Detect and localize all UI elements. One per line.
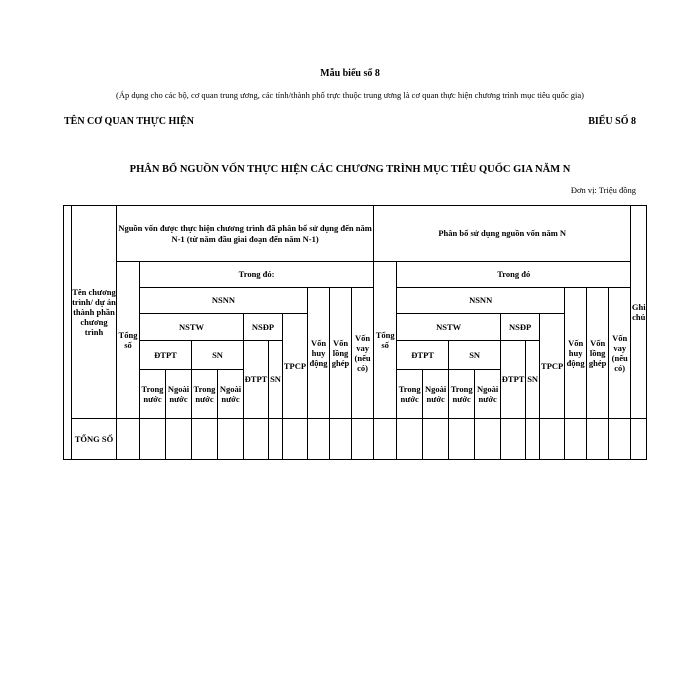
nsdp-sn-header: SN	[269, 341, 283, 419]
dtpt-header: ĐTPT	[397, 341, 449, 370]
nsdp-header: NSĐP	[244, 314, 283, 341]
data-cell[interactable]	[397, 419, 423, 460]
data-cell[interactable]	[192, 419, 218, 460]
sn-domestic-header: Trong nước	[192, 370, 218, 419]
data-cell[interactable]	[565, 419, 587, 460]
data-cell[interactable]	[117, 419, 140, 460]
of-which-header: Trong đó	[397, 262, 631, 288]
dtpt-domestic-header: Trong nước	[397, 370, 423, 419]
data-cell[interactable]	[269, 419, 283, 460]
sn-foreign-header: Ngoài nước	[218, 370, 244, 419]
data-cell[interactable]	[501, 419, 526, 460]
nsnn-header: NSNN	[397, 288, 565, 314]
allocation-table	[63, 205, 647, 460]
data-cell[interactable]	[475, 419, 501, 460]
report-title: PHÂN BỔ NGUỒN VỐN THỰC HIỆN CÁC CHƯƠNG TRÌNH MỤC TIÊU QUỐC GIA NĂM N	[129, 164, 571, 175]
sn-header: SN	[192, 341, 244, 370]
data-cell[interactable]	[330, 419, 352, 460]
of-which-header: Trong đó:	[140, 262, 374, 288]
nstw-header: NSTW	[397, 314, 501, 341]
data-cell[interactable]	[423, 419, 449, 460]
notes-cell[interactable]	[631, 419, 647, 460]
loan-capital-header: Vốn vay (nếu có)	[609, 288, 631, 419]
sn-foreign-header: Ngoài nước	[475, 370, 501, 419]
dtpt-header: ĐTPT	[140, 341, 192, 370]
notes-header: Ghi chú	[631, 206, 647, 419]
data-cell[interactable]	[374, 419, 397, 460]
data-cell[interactable]	[352, 419, 374, 460]
spacer-cell	[64, 206, 72, 460]
agency-label: TÊN CƠ QUAN THỰC HIỆN	[64, 116, 195, 127]
tpcp-header: TPCP	[283, 314, 308, 419]
integrated-capital-header: Vốn lồng ghép	[330, 288, 352, 419]
mobilized-capital-header: Vốn huy động	[565, 288, 587, 419]
sn-header: SN	[449, 341, 501, 370]
sn-domestic-header: Trong nước	[449, 370, 475, 419]
nsdp-dtpt-header: ĐTPT	[501, 341, 526, 419]
program-name-header: Tên chương trình/ dự án thành phần chương trình	[72, 206, 117, 419]
tpcp-header: TPCP	[540, 314, 565, 419]
total-col-header: Tổng số	[374, 262, 397, 419]
data-cell[interactable]	[540, 419, 565, 460]
unit-label: Đơn vị: Triệu đồng	[570, 185, 636, 195]
total-col-header: Tổng số	[117, 262, 140, 419]
data-cell[interactable]	[526, 419, 540, 460]
nsdp-dtpt-header: ĐTPT	[244, 341, 269, 419]
loan-capital-header: Vốn vay (nếu có)	[352, 288, 374, 419]
form-number: Mẫu biểu số 8	[320, 68, 380, 79]
dtpt-foreign-header: Ngoài nước	[166, 370, 192, 419]
dtpt-foreign-header: Ngoài nước	[423, 370, 449, 419]
data-cell[interactable]	[166, 419, 192, 460]
data-cell[interactable]	[283, 419, 308, 460]
group-header-prev-years: Nguồn vốn được thực hiện chương trình đã phân bổ sử dụng đến năm N-1 (từ năm đầu giai đoạn đến năm N-1)	[117, 206, 374, 262]
integrated-capital-header: Vốn lồng ghép	[587, 288, 609, 419]
nsdp-sn-header: SN	[526, 341, 540, 419]
data-cell[interactable]	[609, 419, 631, 460]
nsdp-header: NSĐP	[501, 314, 540, 341]
group-header-year-n: Phân bổ sử dụng nguồn vốn năm N	[374, 206, 631, 262]
dtpt-domestic-header: Trong nước	[140, 370, 166, 419]
total-row-label: TỔNG SỐ	[72, 419, 117, 460]
data-cell[interactable]	[140, 419, 166, 460]
data-cell[interactable]	[218, 419, 244, 460]
form-code: BIỂU SỐ 8	[588, 116, 636, 127]
data-cell[interactable]	[308, 419, 330, 460]
nstw-header: NSTW	[140, 314, 244, 341]
mobilized-capital-header: Vốn huy động	[308, 288, 330, 419]
applies-to-note: (Áp dụng cho các bộ, cơ quan trung ương, các tỉnh/thành phố trực thuộc trung ương là cơ quan thực hiện chương trình mục tiêu quốc gia)	[115, 90, 585, 100]
data-cell[interactable]	[587, 419, 609, 460]
data-cell[interactable]	[449, 419, 475, 460]
data-cell[interactable]	[244, 419, 269, 460]
nsnn-header: NSNN	[140, 288, 308, 314]
